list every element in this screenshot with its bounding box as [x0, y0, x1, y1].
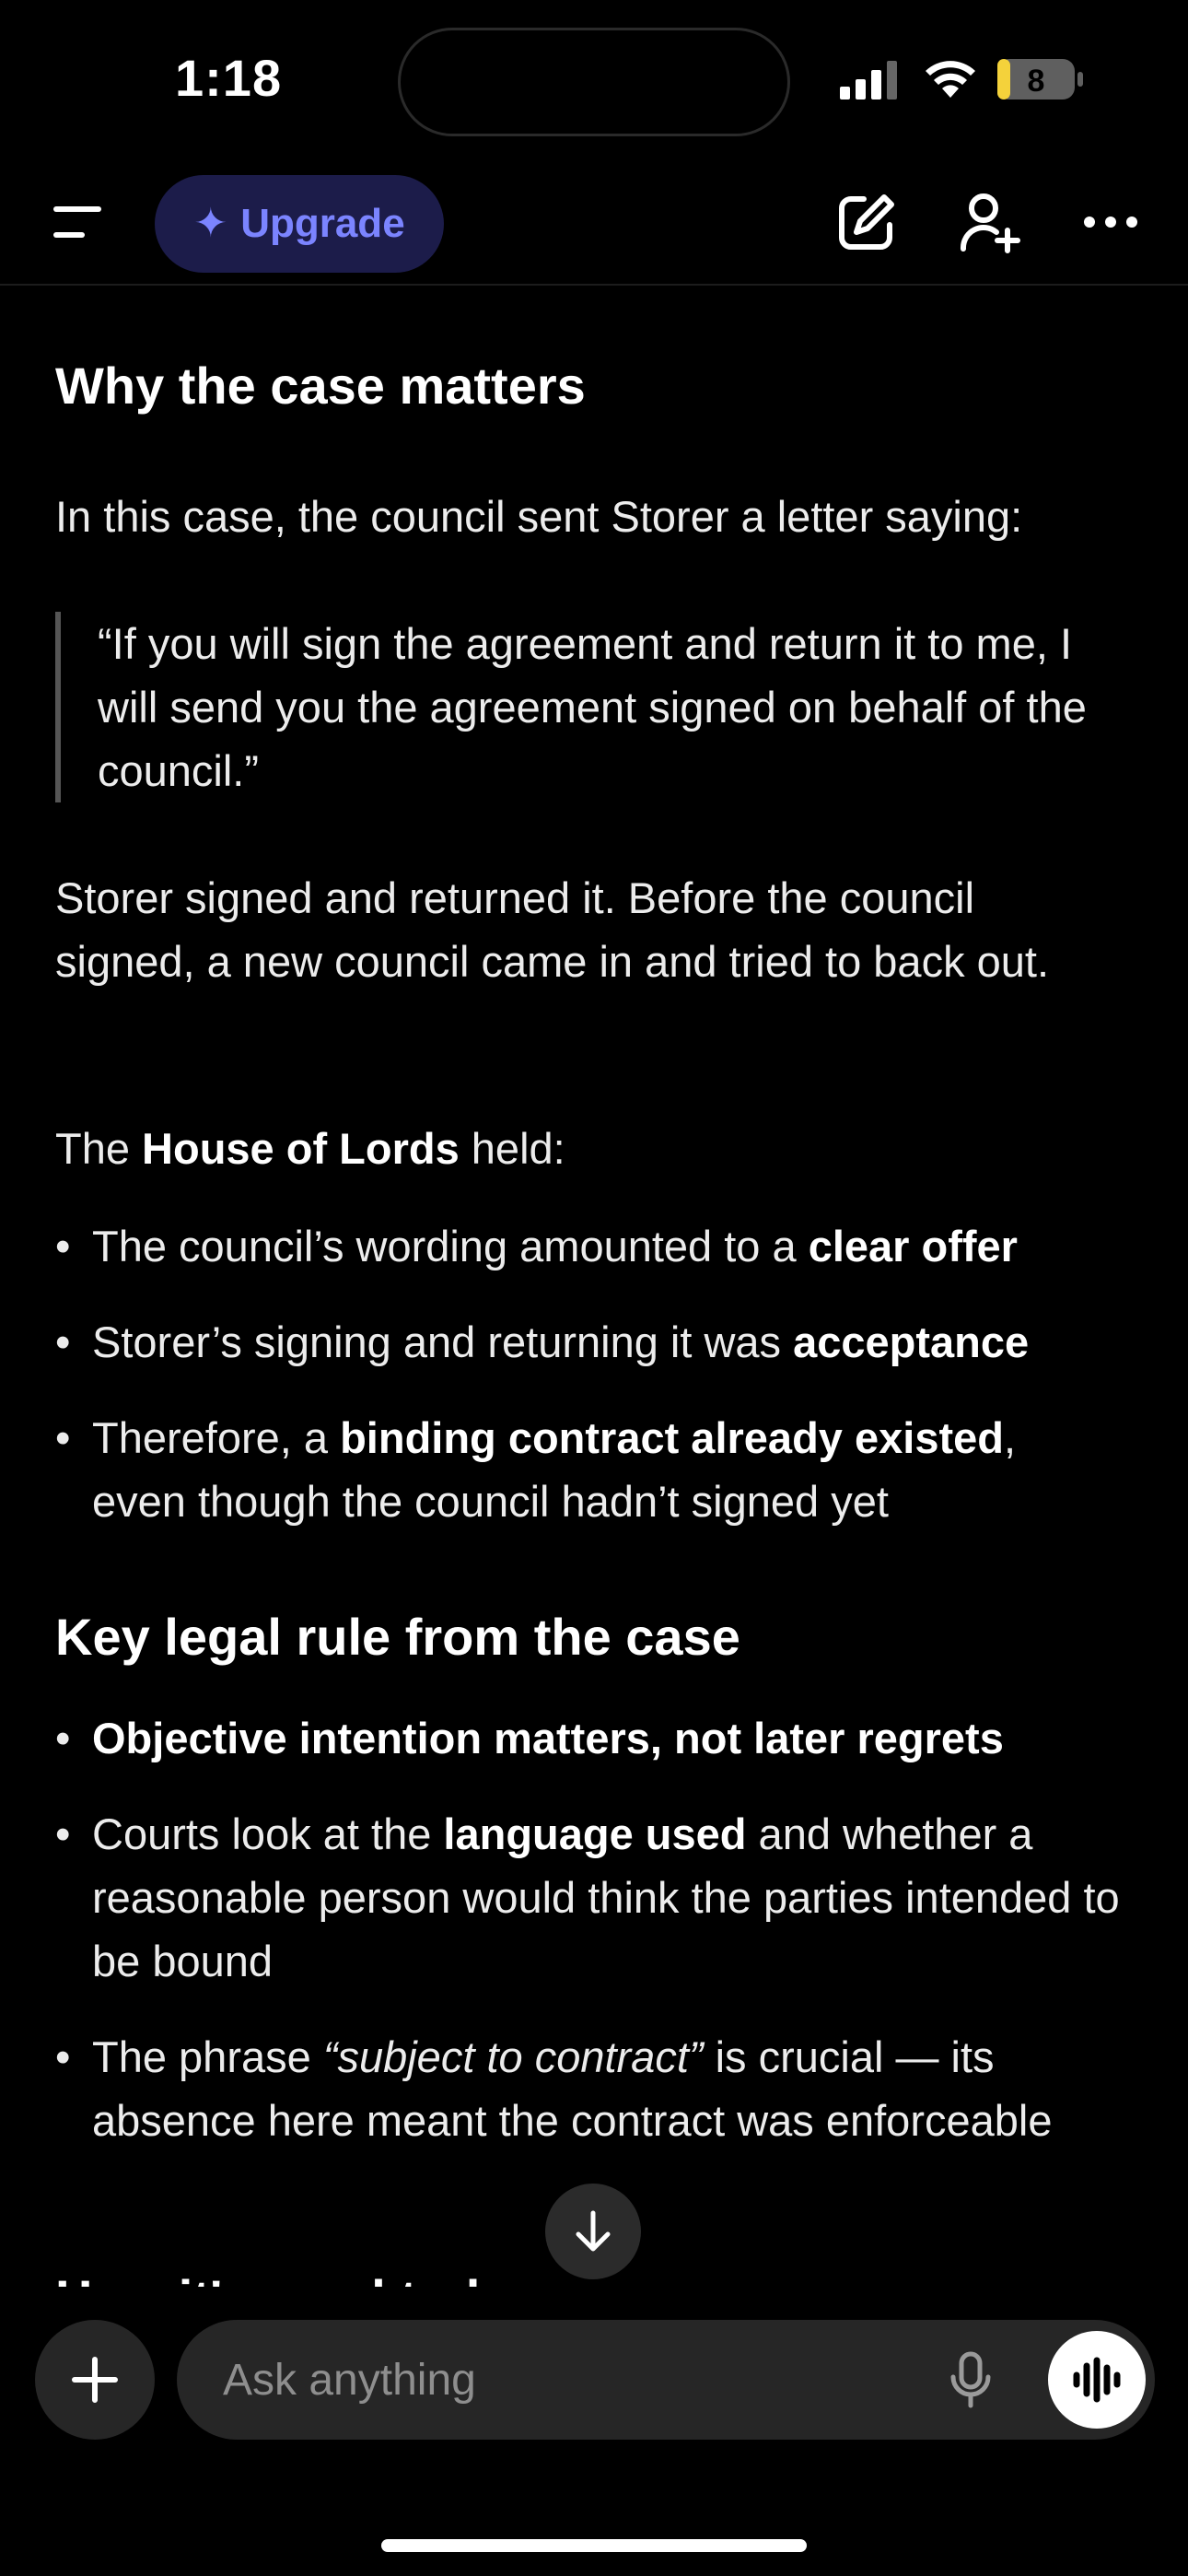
voice-waveform-icon: [1071, 2357, 1123, 2403]
heading-why-case-matters: Why the case matters: [55, 357, 586, 415]
dynamic-island: [398, 28, 790, 136]
upgrade-label: Upgrade: [240, 201, 405, 246]
attach-button[interactable]: [35, 2320, 155, 2440]
plus-icon: [71, 2356, 119, 2404]
microphone-icon[interactable]: [949, 2351, 993, 2408]
message-input[interactable]: [223, 2320, 923, 2440]
top-nav: [0, 157, 1188, 286]
voice-mode-button[interactable]: [1048, 2331, 1146, 2429]
add-person-icon[interactable]: [960, 192, 1020, 252]
battery-level: 8: [1027, 64, 1045, 99]
list-item: • The phrase “subject to contract” is crucial — its absence here meant the contract was enforceable: [55, 2032, 1053, 2145]
wifi-icon: [923, 57, 978, 100]
arrow-down-icon: [573, 2209, 613, 2254]
list-item: • The council’s wording amounted to a clear offer: [55, 1222, 1018, 1270]
list-item: • Objective intention matters, not later regrets: [55, 1714, 1004, 1762]
paragraph-house-of-lords: The House of Lords held:: [55, 1124, 565, 1173]
message-input-container: [177, 2320, 1155, 2440]
battery-icon: [996, 57, 1085, 101]
menu-icon[interactable]: [48, 201, 107, 243]
list-item: • Therefore, a binding contract already existed, even though the council hadn’t signed yet: [55, 1413, 1017, 1526]
assistant-message: [0, 287, 1188, 2287]
sparkle-icon: ✦: [193, 201, 228, 246]
more-options-icon[interactable]: [1083, 210, 1138, 234]
blockquote: “If you will sign the agreement and return it to me, I will send you the agreement signed on behalf of the council.”: [55, 612, 1124, 802]
list-item: • Storer’s signing and returning it was acceptance: [55, 1317, 1030, 1366]
compose-icon[interactable]: [838, 193, 895, 251]
scroll-to-bottom-button[interactable]: [545, 2184, 641, 2279]
cellular-signal-icon: [840, 61, 899, 100]
bold-house-of-lords: House of Lords: [142, 1124, 460, 1173]
intro-paragraph: In this case, the council sent Storer a letter saying:: [55, 492, 1023, 541]
upgrade-button[interactable]: [155, 175, 444, 273]
home-indicator: [381, 2539, 807, 2552]
list-item: • Courts look at the language used and whether a reasonable person would think the parties intended to be bound: [55, 1809, 1120, 1985]
heading-key-legal-rule: Key legal rule from the case: [55, 1608, 740, 1666]
status-time: 1:18: [175, 49, 283, 107]
paragraph-storer-signed: Storer signed and returned it. Before the council signed, a new council came in and tried to back out.: [55, 873, 1050, 986]
status-bar: [0, 0, 1188, 157]
